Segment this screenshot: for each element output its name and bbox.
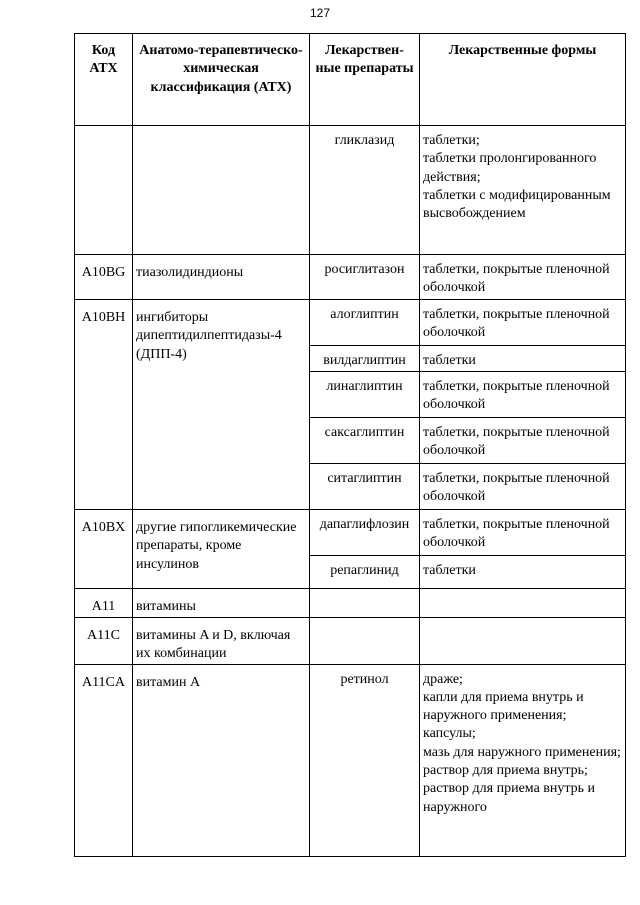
classification-cell: другие гипогликемические препараты, кроме инсулинов (133, 510, 310, 589)
page-number: 127 (309, 6, 331, 20)
atx-code-cell: A10BH (75, 300, 133, 510)
classification-cell (133, 126, 310, 255)
form-cell: таблетки, покрытые пленочной оболочкой (420, 372, 626, 418)
table-row (75, 300, 626, 346)
header-forms: Лекарственные формы (420, 34, 626, 126)
drug-cell: вилдаглиптин (310, 346, 420, 372)
form-cell (420, 589, 626, 618)
header-classification: Анатомо-терапевтическо-химическая классификация (АТХ) (133, 34, 310, 126)
drug-cell: ретинол (310, 664, 420, 856)
form-cell: таблетки, покрытые пленочной оболочкой (420, 510, 626, 556)
drug-cell (310, 618, 420, 665)
table-row (75, 510, 626, 556)
classification-cell: витамины (133, 589, 310, 618)
form-cell: драже; капли для приема внутрь и наружного применения; капсулы; мазь для наружного применения; раствор для приема внутрь; раствор для приема внутрь и наружного (420, 664, 626, 856)
drug-cell (310, 589, 420, 618)
form-cell: таблетки, покрытые пленочной оболочкой (420, 255, 626, 300)
atx-table (74, 33, 626, 857)
table-row (75, 618, 626, 665)
table-header-row (75, 34, 626, 126)
drug-cell: дапаглифлозин (310, 510, 420, 556)
header-code: Код АТХ (75, 34, 133, 126)
drug-cell: ситаглиптин (310, 464, 420, 510)
drug-cell: линаглиптин (310, 372, 420, 418)
atx-code-cell (75, 126, 133, 255)
atx-code-cell: A10BG (75, 255, 133, 300)
drug-cell: репаглинид (310, 556, 420, 589)
classification-cell: витамины A и D, включая их комбинации (133, 618, 310, 665)
form-cell: таблетки, покрытые пленочной оболочкой (420, 418, 626, 464)
atx-code-cell: A11 (75, 589, 133, 618)
header-drugs: Лекарствен-ные препараты (310, 34, 420, 126)
form-cell (420, 618, 626, 665)
form-cell: таблетки (420, 556, 626, 589)
table-row (75, 255, 626, 300)
drug-cell: алоглиптин (310, 300, 420, 346)
table-body (75, 126, 626, 857)
atx-code-cell: A11C (75, 618, 133, 665)
classification-cell: тиазолидиндионы (133, 255, 310, 300)
table-row (75, 126, 626, 255)
drug-cell: гликлазид (310, 126, 420, 255)
form-cell: таблетки; таблетки пролонгированного действия; таблетки с модифицированным высвобождением (420, 126, 626, 255)
drug-cell: росиглитазон (310, 255, 420, 300)
atx-code-cell: A11CA (75, 664, 133, 856)
table-row (75, 589, 626, 618)
drug-cell: саксаглиптин (310, 418, 420, 464)
classification-cell: ингибиторы дипептидилпептидазы-4 (ДПП-4) (133, 300, 310, 510)
form-cell: таблетки (420, 346, 626, 372)
classification-cell: витамин A (133, 664, 310, 856)
form-cell: таблетки, покрытые пленочной оболочкой (420, 464, 626, 510)
atx-code-cell: A10BX (75, 510, 133, 589)
form-cell: таблетки, покрытые пленочной оболочкой (420, 300, 626, 346)
table-row (75, 664, 626, 856)
